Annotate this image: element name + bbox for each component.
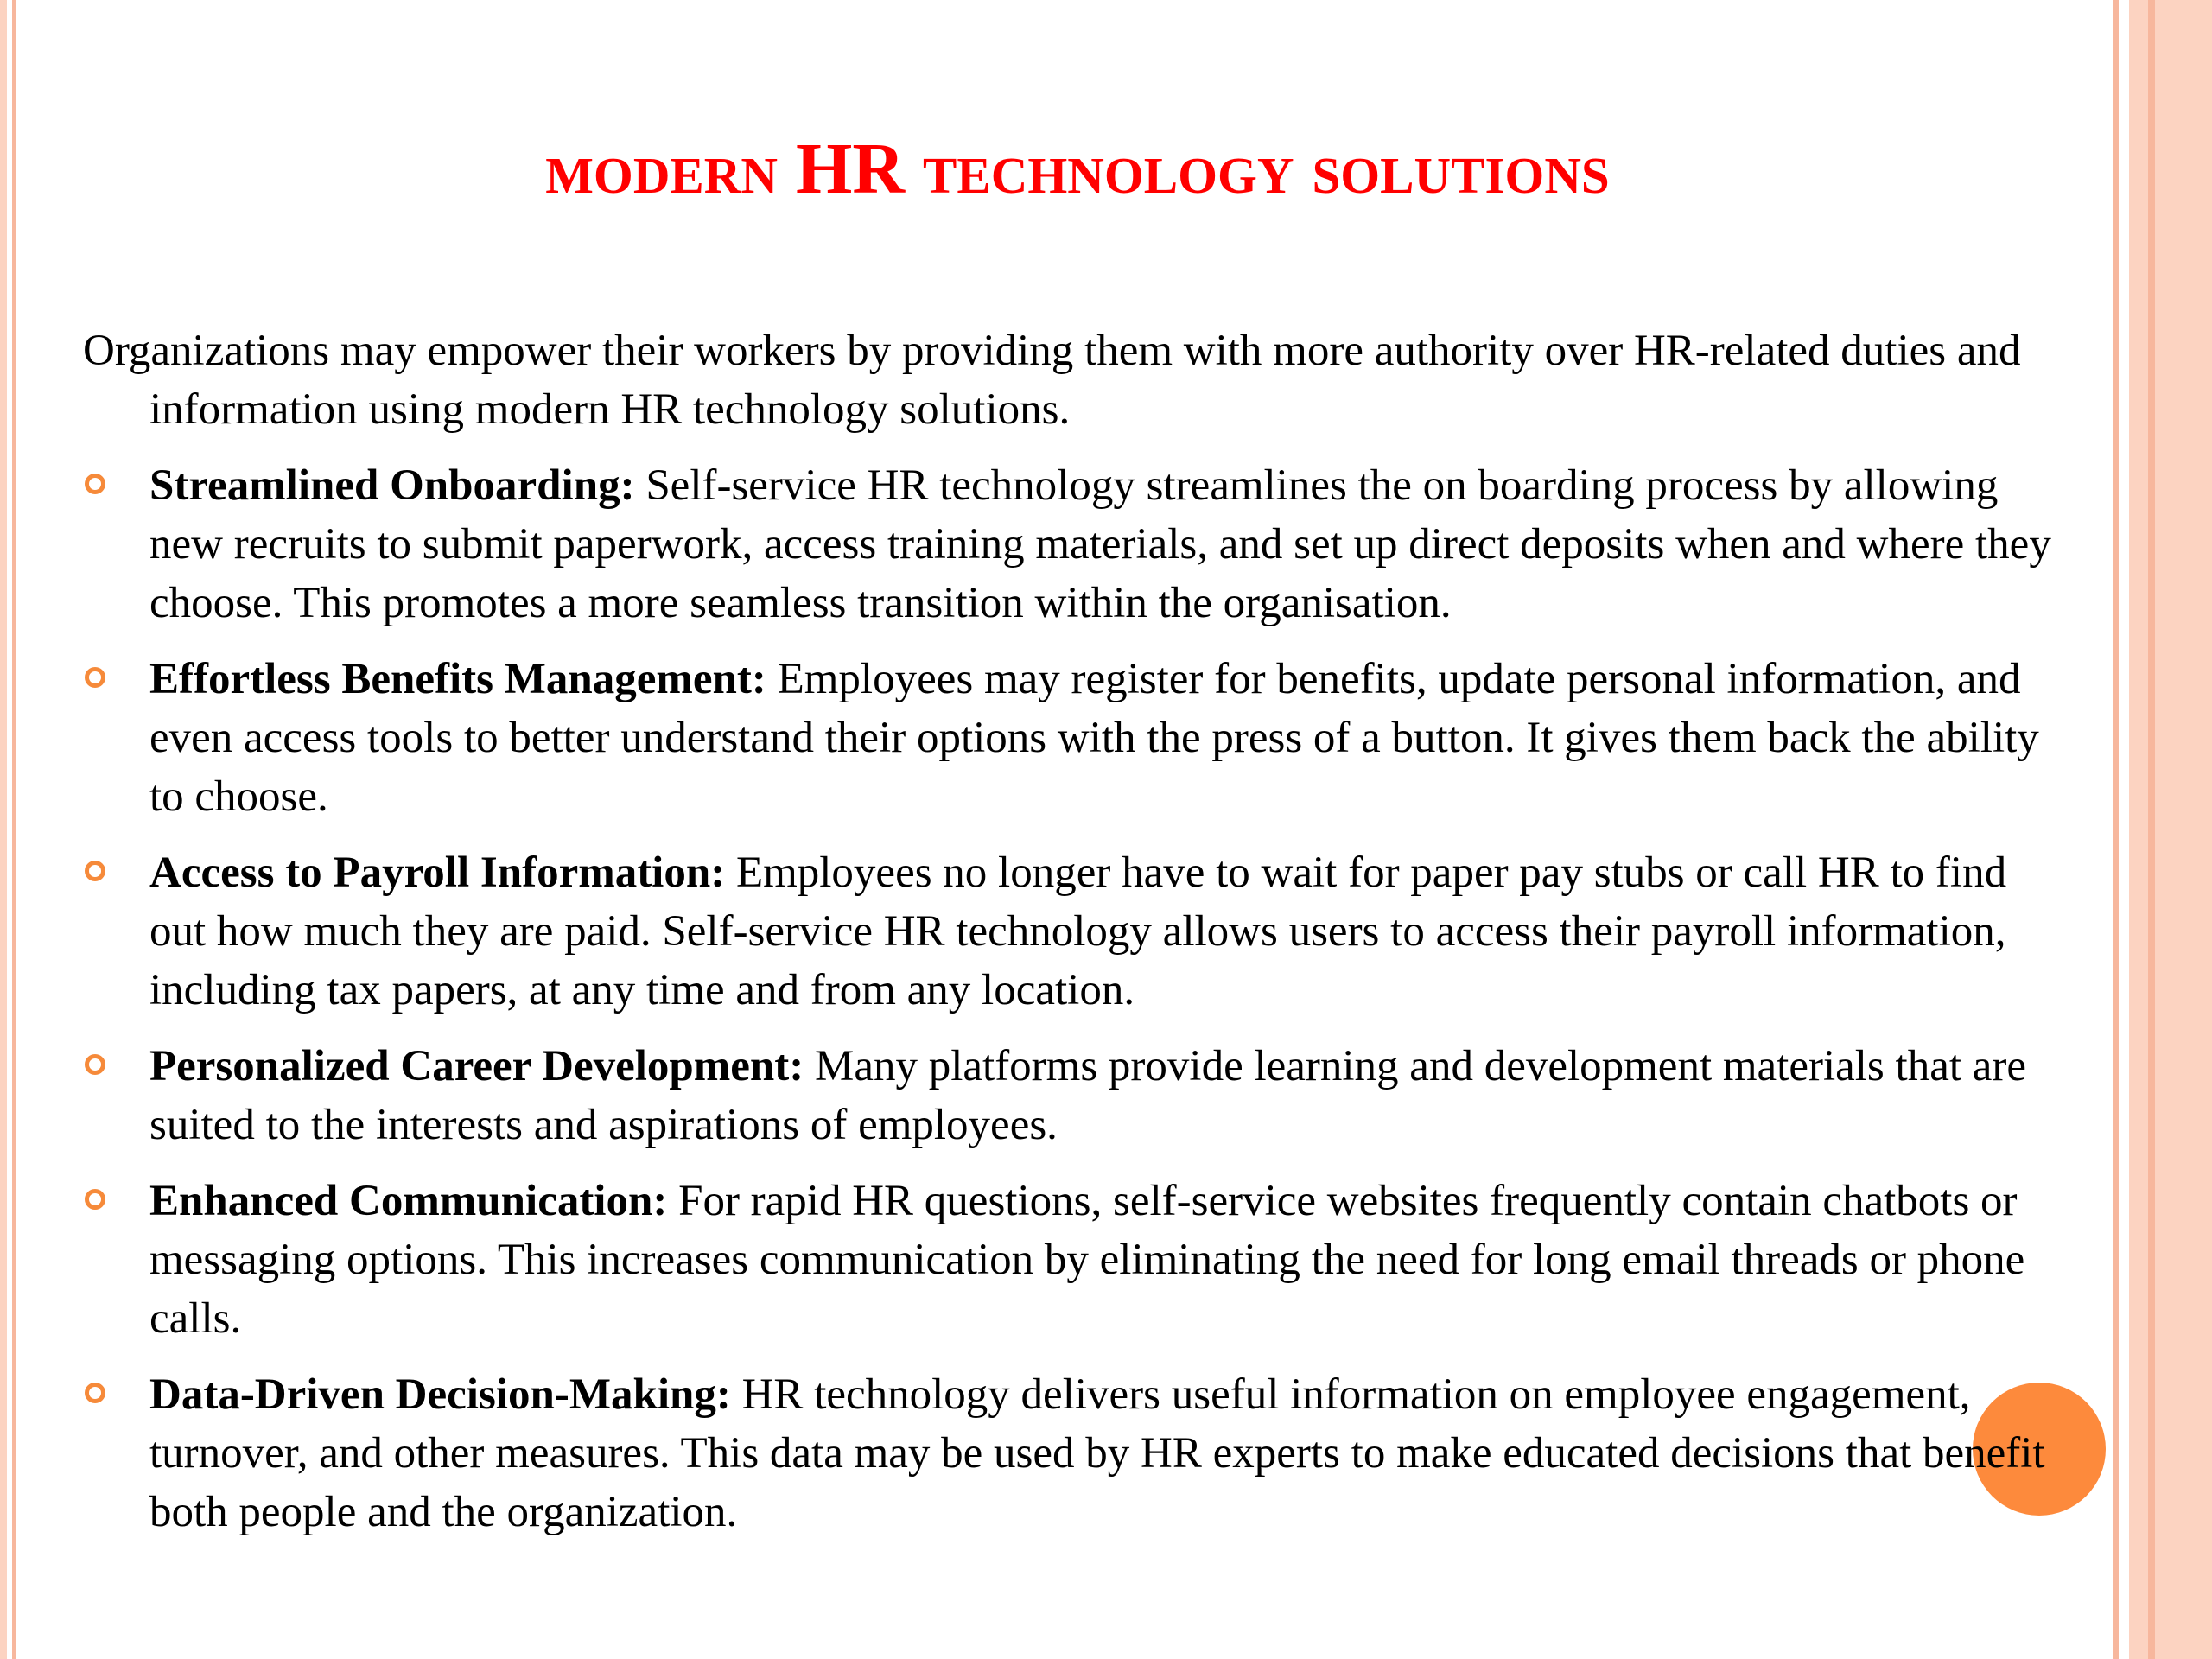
bullet-ring-icon xyxy=(85,1382,105,1403)
bullet-text: Employees may register for benefits, update personal information, and even access tools to better understand their options with the press of a button. It gives them back the ability to choose. xyxy=(149,655,2039,821)
slide-content xyxy=(83,321,2070,1559)
bullet-ring-icon xyxy=(85,1189,105,1210)
left-border-line xyxy=(12,0,16,1659)
left-border-band xyxy=(0,0,7,1659)
bullet-heading: Enhanced Communication: xyxy=(149,1177,668,1225)
bullet-ring-icon xyxy=(85,1054,105,1075)
bullet-text: Self-service HR technology streamlines the on boarding process by allowing new recruits to submit paperwork, access training materials, and set up direct deposits when and where they choose. This promotes a more seamless transition within the organisation. xyxy=(149,461,2051,627)
right-border-line-inner xyxy=(2113,0,2119,1659)
bullet-item-career xyxy=(83,1037,2070,1154)
bullet-text: HR technology delivers useful information on employee engagement, turnover, and other measures. This data may be used by HR experts to make educated decisions that benefit both people and the organization. xyxy=(149,1370,2045,1536)
bullet-heading: Personalized Career Development: xyxy=(149,1042,804,1090)
bullet-ring-icon xyxy=(85,474,105,494)
bullet-item-payroll xyxy=(83,843,2070,1020)
bullet-ring-icon xyxy=(85,667,105,688)
bullet-heading: Effortless Benefits Management: xyxy=(149,655,766,703)
bullet-text: Employees no longer have to wait for paper pay stubs or call HR to find out how much they are paid. Self-service HR technology allows users to access their payroll information, including tax papers, at any time and from any location. xyxy=(149,849,2007,1014)
bullet-heading: Streamlined Onboarding: xyxy=(149,461,635,510)
bullet-item-data-driven xyxy=(83,1365,2070,1541)
bullet-item-benefits xyxy=(83,650,2070,826)
right-border-band xyxy=(2129,0,2148,1659)
right-border-line-outer xyxy=(2148,0,2155,1659)
bullet-ring-icon xyxy=(85,861,105,881)
bullet-item-onboarding xyxy=(83,456,2070,632)
slide-title: modern HR technology solutions xyxy=(545,129,1610,209)
bullet-list xyxy=(83,456,2070,1541)
right-border-fill xyxy=(2155,0,2212,1659)
bullet-text: For rapid HR questions, self-service websites frequently contain chatbots or messaging options. This increases communication by eliminating the need for long email threads or phone calls. xyxy=(149,1177,2025,1343)
bullet-heading: Access to Payroll Information: xyxy=(149,849,726,897)
intro-paragraph: Organizations may empower their workers by providing them with more authority over HR-related duties and information using modern HR technology solutions. xyxy=(83,327,2021,434)
bullet-heading: Data-Driven Decision-Making: xyxy=(149,1370,731,1419)
bullet-item-communication xyxy=(83,1172,2070,1348)
bullet-text: Many platforms provide learning and development materials that are suited to the interests and aspirations of employees. xyxy=(149,1042,2027,1149)
